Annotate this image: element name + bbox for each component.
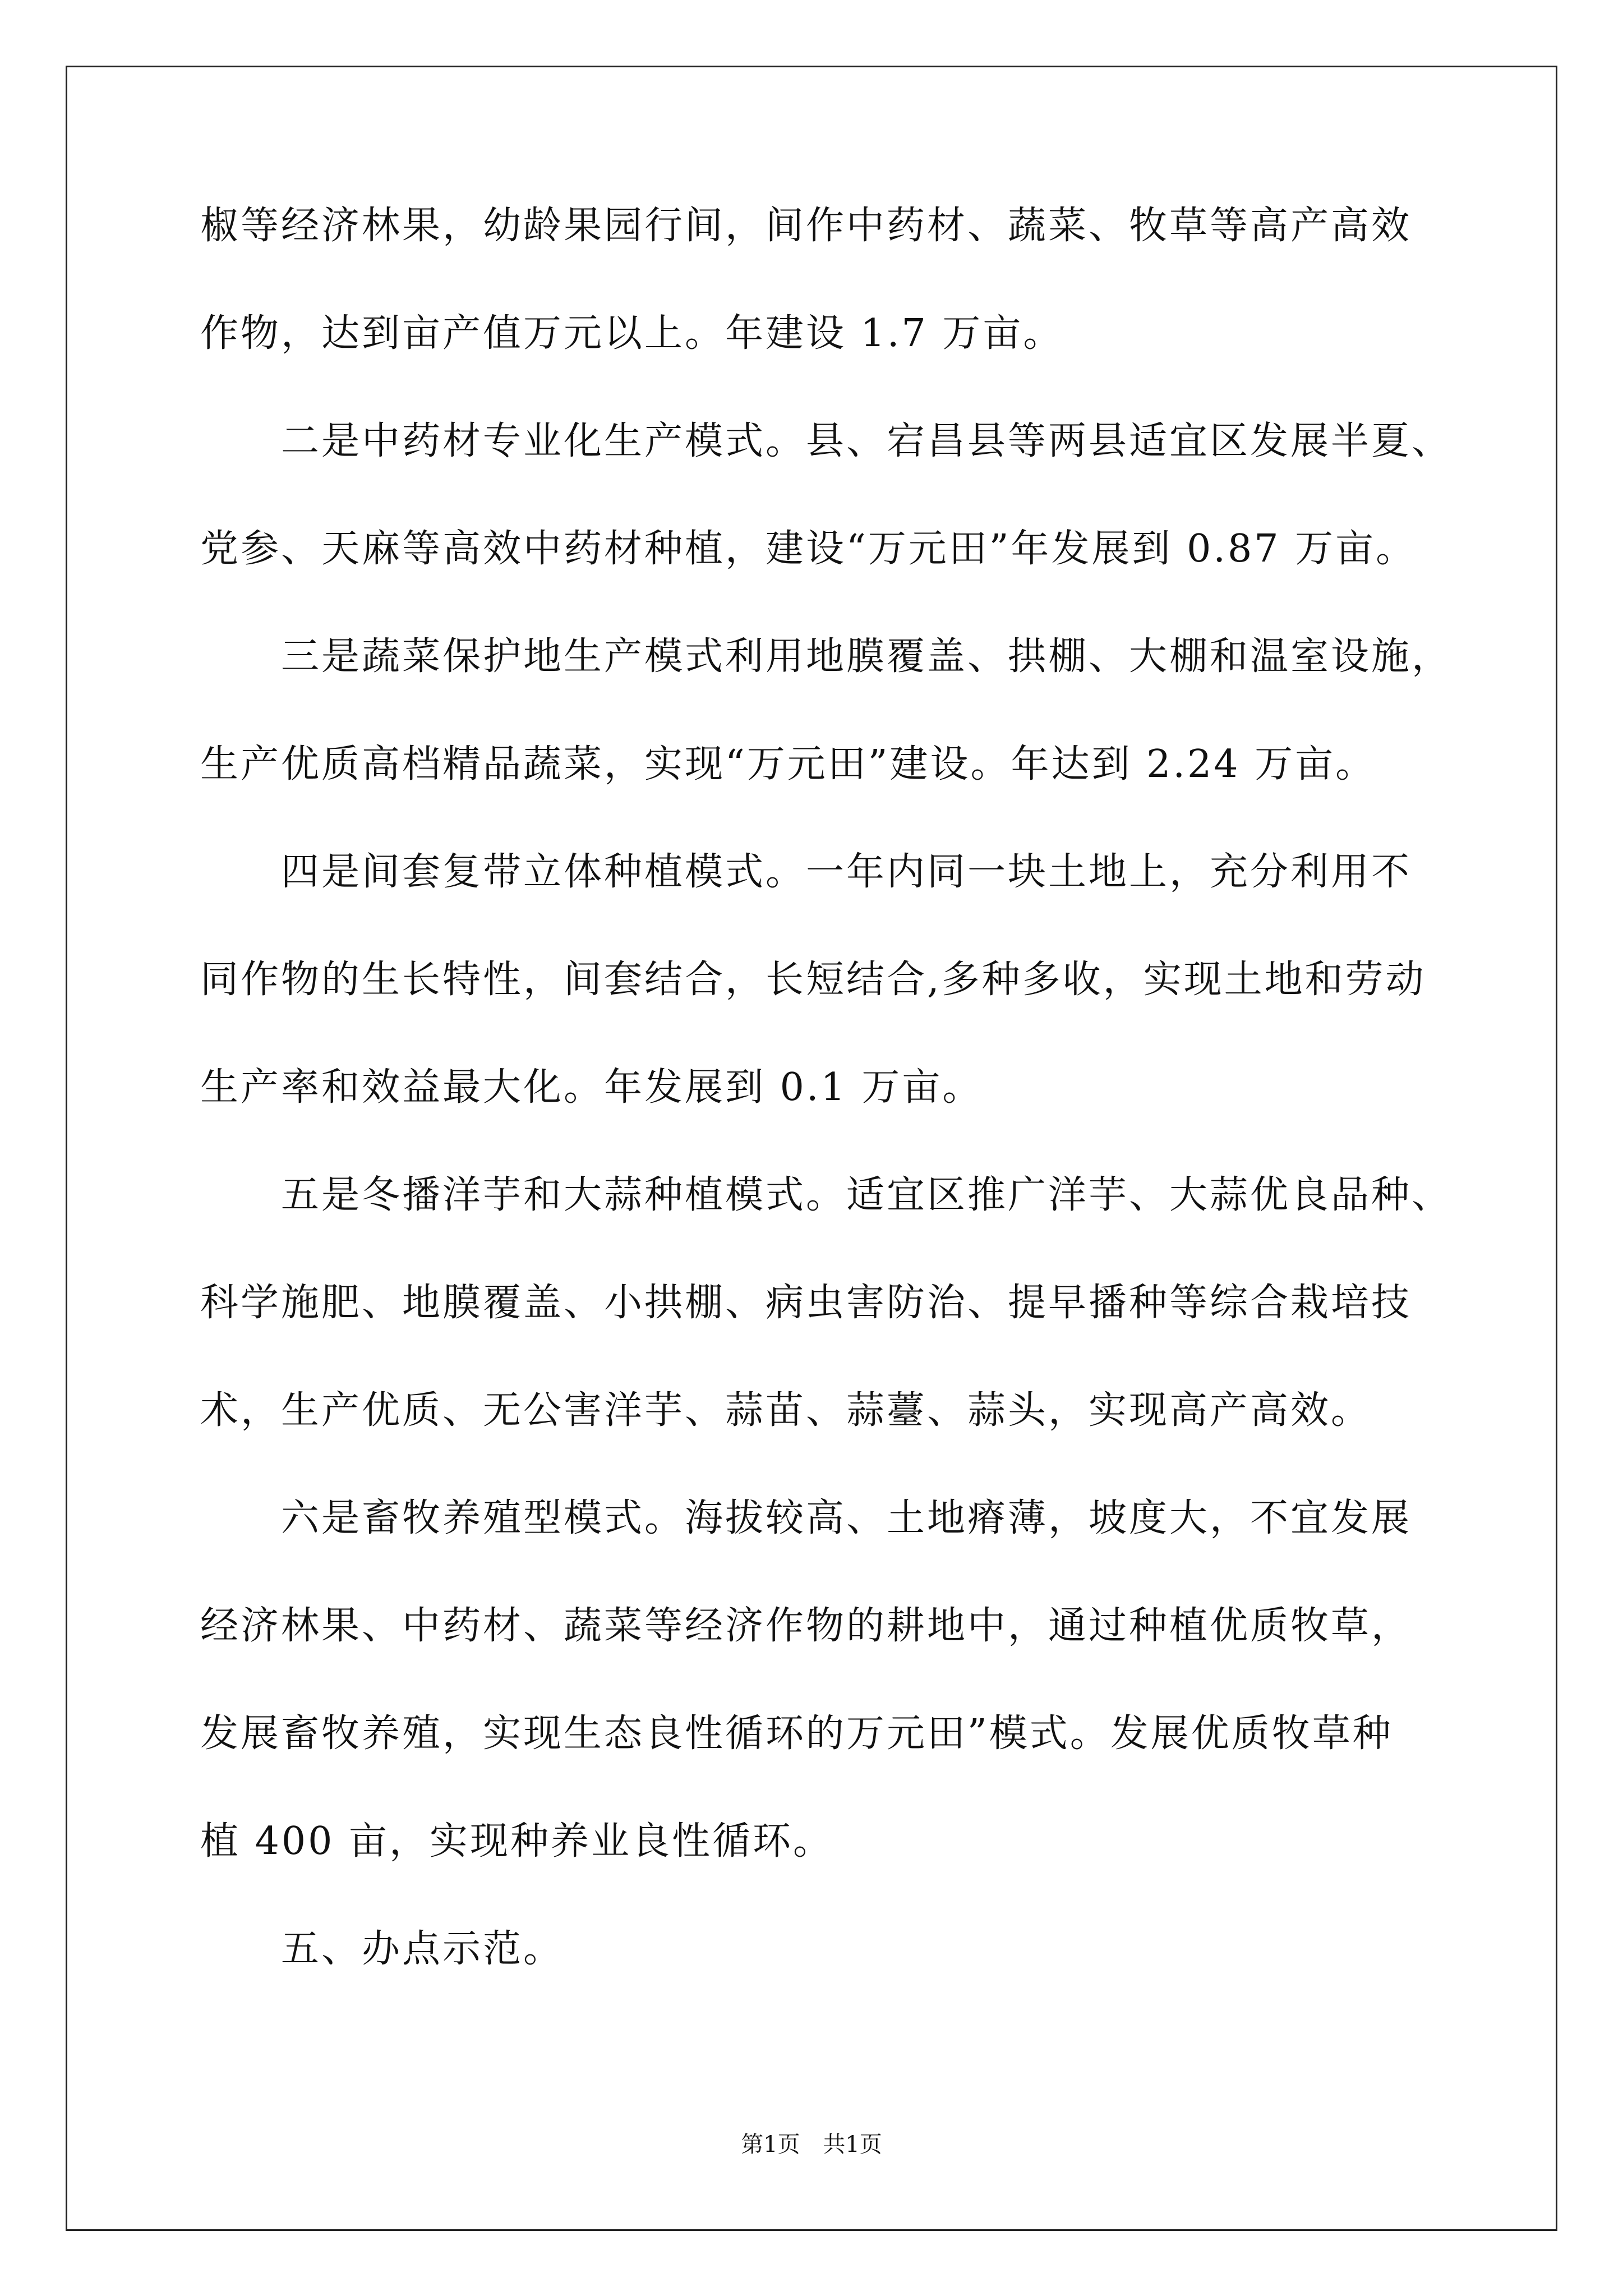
page-number: 第1页	[741, 2132, 800, 2157]
text-line: 四是间套复带立体种植模式。一年内同一块土地上，充分利用不	[200, 850, 1412, 894]
page-total: 共1页	[823, 2132, 882, 2157]
text-line: 生产率和效益最大化。年发展到 0.1 万亩。	[200, 1065, 983, 1110]
text-line: 二是中药材专业化生产模式。县、宕昌县等两县适宜区发展半夏、	[200, 419, 1453, 463]
text-line: 发展畜牧养殖，实现生态良性循环的万元田”模式。发展优质牧草种	[200, 1711, 1393, 1756]
page-footer	[0, 2129, 1623, 2160]
text-line: 五是冬播洋芋和大蒜种植模式。适宜区推广洋芋、大蒜优良品种、	[200, 1173, 1453, 1217]
text-line: 三是蔬菜保护地生产模式利用地膜覆盖、拱棚、大棚和温室设施，	[200, 634, 1453, 679]
text-line: 椒等经济林果，幼龄果园行间，间作中药材、蔬菜、牧草等高产高效	[200, 204, 1412, 248]
text-line: 六是畜牧养殖型模式。海拔较高、土地瘠薄，坡度大，不宜发展	[200, 1496, 1412, 1540]
text-line: 党参、天麻等高效中药材种植，建设“万元田”年发展到 0.87 万亩。	[200, 527, 1417, 571]
text-line: 科学施肥、地膜覆盖、小拱棚、病虫害防治、提早播种等综合栽培技	[200, 1281, 1412, 1325]
text-line: 同作物的生长特性，间套结合，长短结合,多种多收，实现土地和劳动	[200, 958, 1426, 1002]
text-line: 生产优质高档精品蔬菜，实现“万元田”建设。年达到 2.24 万亩。	[200, 742, 1376, 786]
text-line: 术，生产优质、无公害洋芋、蒜苗、蒜薹、蒜头，实现高产高效。	[200, 1388, 1372, 1433]
document-body	[200, 199, 1453, 1976]
text-line: 植 400 亩，实现种养业良性循环。	[200, 1819, 834, 1864]
text-line: 五、办点示范。	[200, 1927, 564, 1971]
text-line: 经济林果、中药材、蔬菜等经济作物的耕地中，通过种植优质牧草，	[200, 1604, 1412, 1648]
text-line: 作物，达到亩产值万元以上。年建设 1.7 万亩。	[200, 311, 1064, 356]
